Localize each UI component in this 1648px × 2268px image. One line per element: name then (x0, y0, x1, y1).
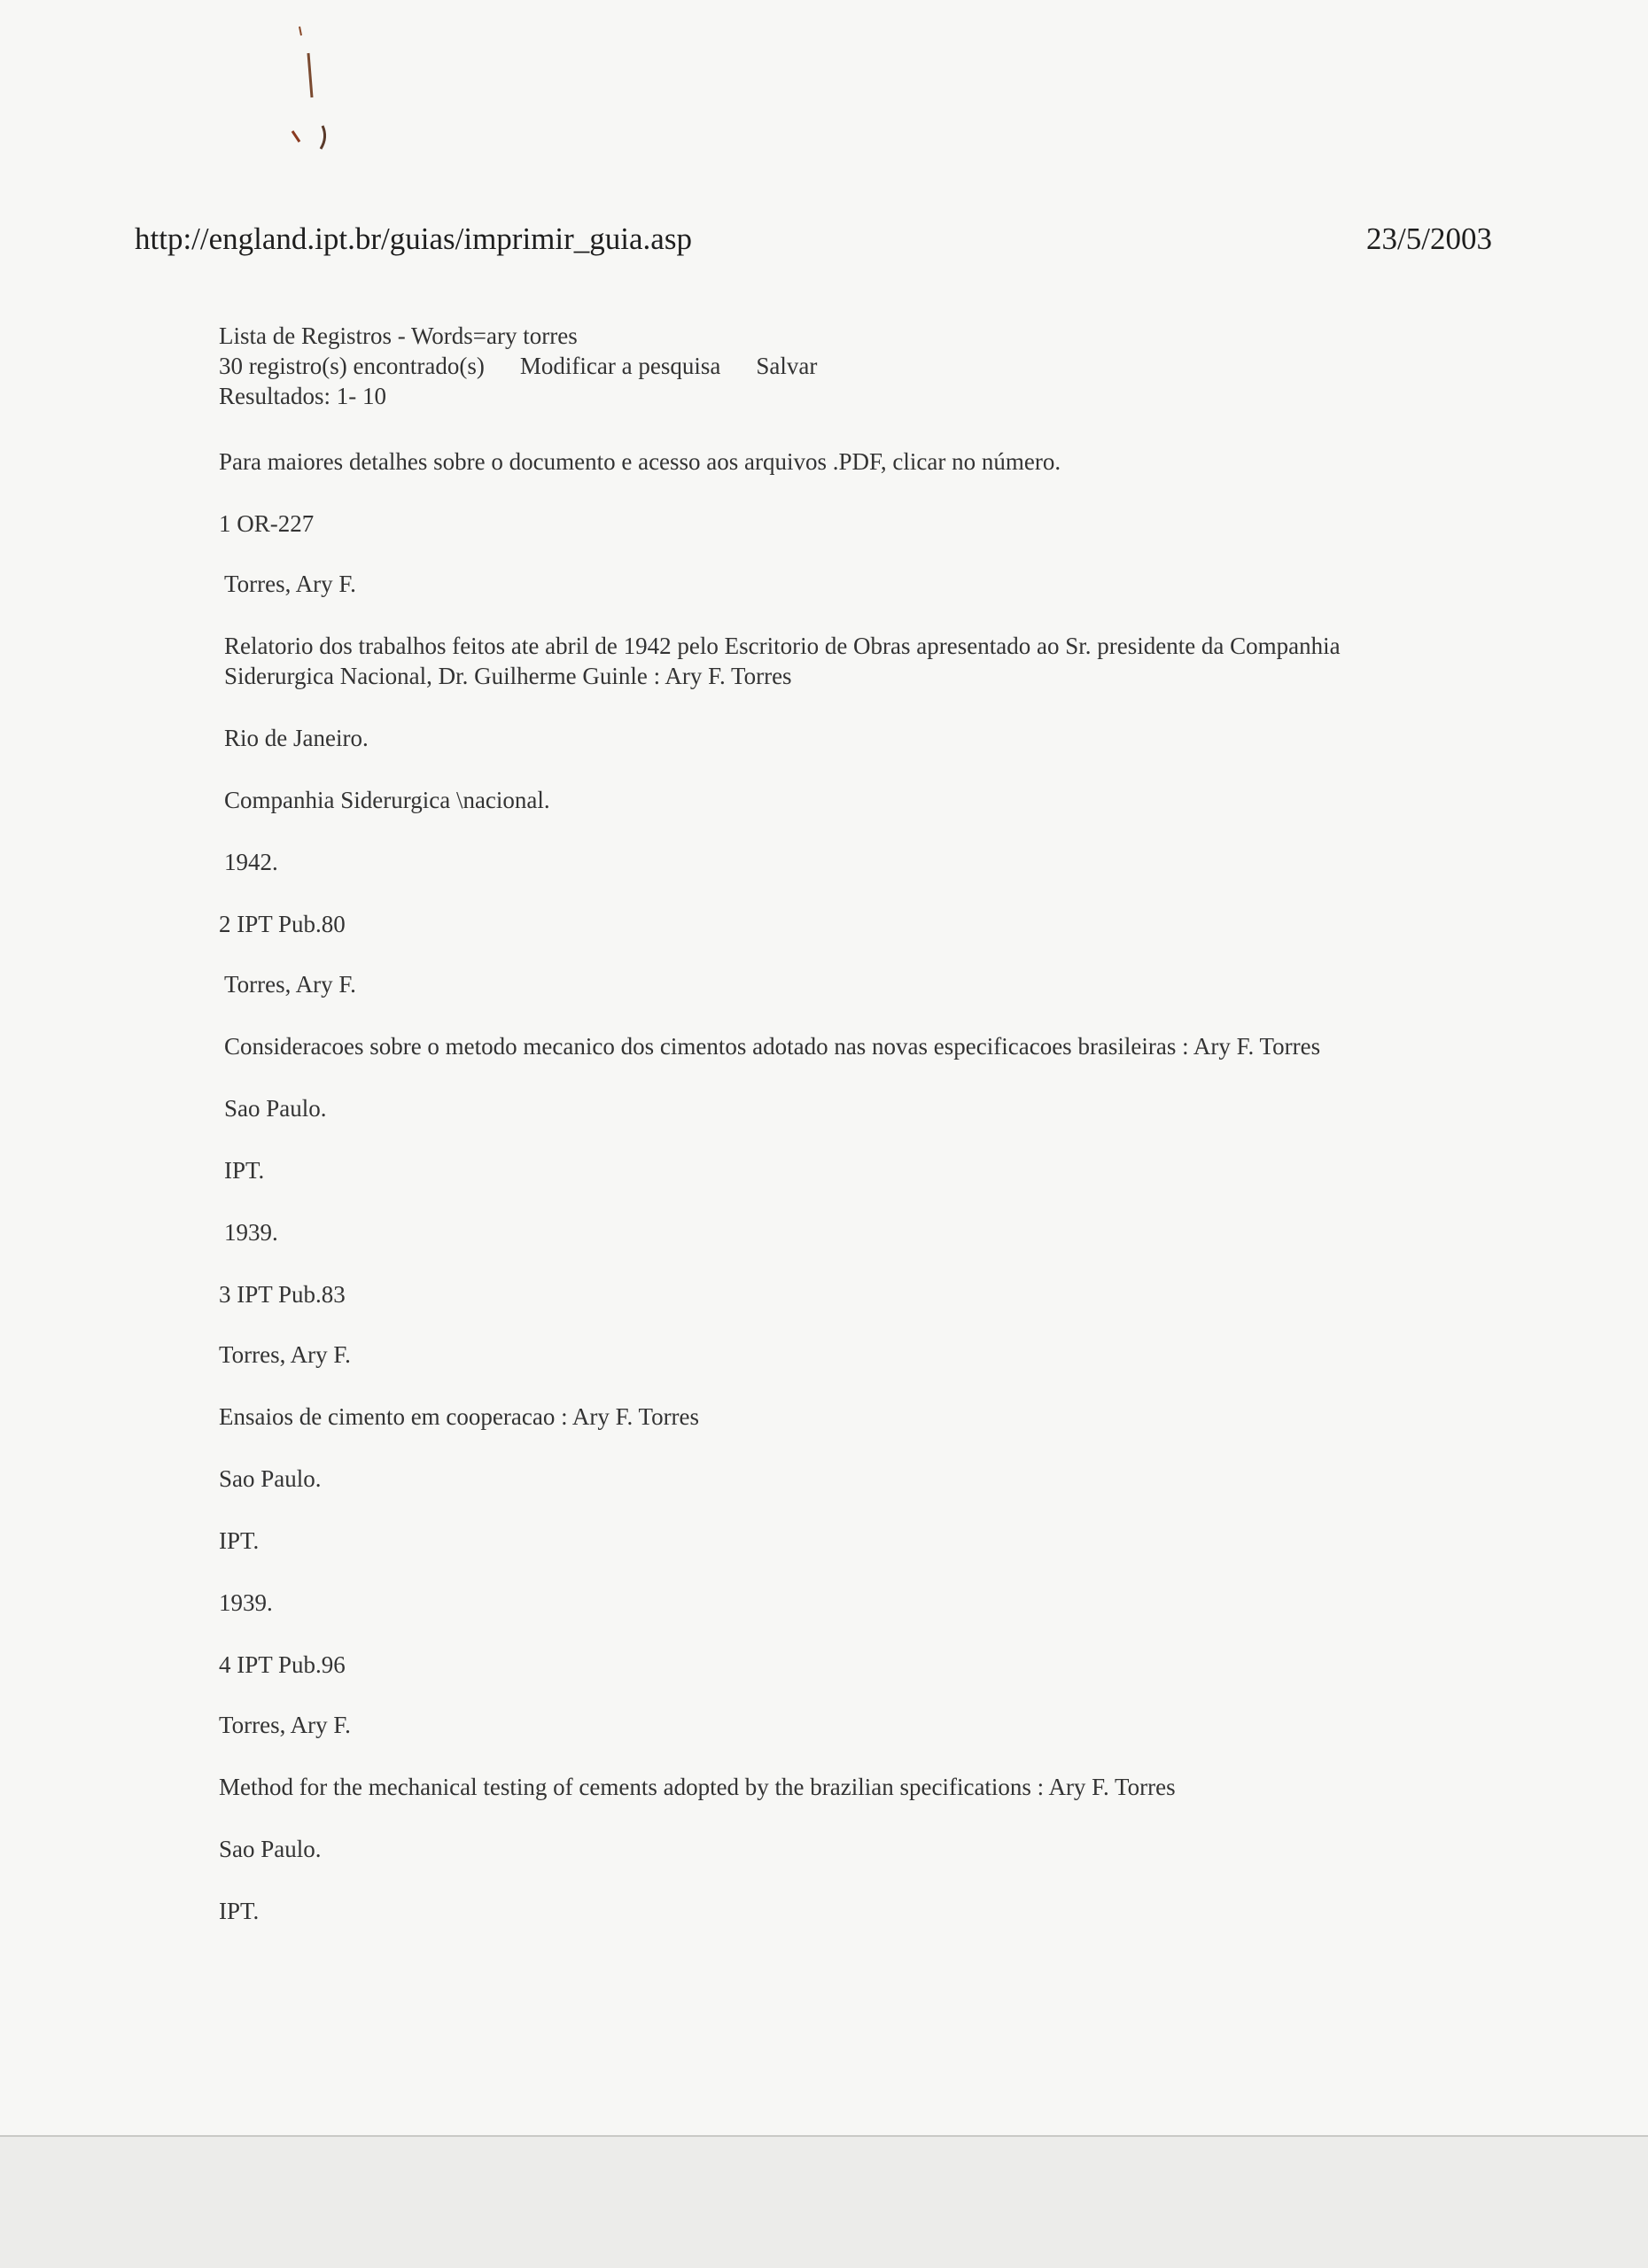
record-author: Torres, Ary F. (219, 1712, 351, 1738)
save-link[interactable]: Salvar (756, 353, 818, 379)
pdf-note: Para maiores detalhes sobre o documento e acesso aos arquivos .PDF, clicar no número. (219, 448, 1061, 475)
record-author: Torres, Ary F. (224, 571, 356, 597)
modify-search-link[interactable]: Modificar a pesquisa (519, 353, 721, 379)
record-year: 1939. (224, 1219, 278, 1246)
record-4 (219, 1650, 1406, 1926)
record-publisher: IPT. (219, 1527, 260, 1554)
record-number-link[interactable]: 1 OR-227 (219, 510, 315, 537)
record-author: Torres, Ary F. (219, 1341, 351, 1368)
record-place: Sao Paulo. (219, 1836, 322, 1862)
record-title: Consideracoes sobre o metodo mecanico dos cimentos adotado nas novas especificacoes brasileiras : Ary F. Torres (224, 1033, 1321, 1060)
record-title: Relatorio dos trabalhos feitos ate abril de 1942 pelo Escritorio de Obras apresentado ao Sr. presidente da Companhia Siderurgica Nacional, Dr. Guilherme Guinle : Ary F. Torres (224, 633, 1341, 689)
record-year: 1939. (219, 1589, 273, 1616)
record-place: Sao Paulo. (219, 1465, 322, 1492)
results-content (219, 321, 1406, 1958)
record-publisher: IPT. (219, 1898, 260, 1924)
record-place: Sao Paulo. (224, 1095, 327, 1122)
record-author: Torres, Ary F. (224, 971, 356, 998)
list-title: Lista de Registros - Words=ary torres (219, 322, 578, 349)
scanner-background (0, 2137, 1648, 2268)
print-date: 23/5/2003 (1366, 221, 1492, 256)
record-publisher: Companhia Siderurgica \nacional. (224, 787, 550, 813)
record-publisher: IPT. (224, 1157, 265, 1184)
found-count: 30 registro(s) encontrado(s) (219, 353, 485, 379)
record-3 (219, 1279, 1406, 1618)
record-title: Ensaios de cimento em cooperacao : Ary F. Torres (219, 1403, 700, 1430)
print-header (135, 221, 1492, 257)
results-actions-line (219, 351, 1406, 381)
record-place: Rio de Janeiro. (224, 725, 369, 751)
record-number-link[interactable]: 2 IPT Pub.80 (219, 911, 346, 937)
record-1 (219, 509, 1406, 877)
record-number-link[interactable]: 4 IPT Pub.96 (219, 1651, 346, 1678)
results-summary (219, 321, 1406, 411)
results-range: Resultados: 1- 10 (219, 383, 386, 409)
record-title: Method for the mechanical testing of cements adopted by the brazilian specifications : Ary F. Torres (219, 1774, 1176, 1800)
record-2 (219, 909, 1406, 1247)
ink-marks-decoration (284, 9, 337, 151)
record-number-link[interactable]: 3 IPT Pub.83 (219, 1281, 346, 1308)
page-url: http://england.ipt.br/guias/imprimir_guia.asp (135, 221, 692, 256)
record-year: 1942. (224, 849, 278, 875)
